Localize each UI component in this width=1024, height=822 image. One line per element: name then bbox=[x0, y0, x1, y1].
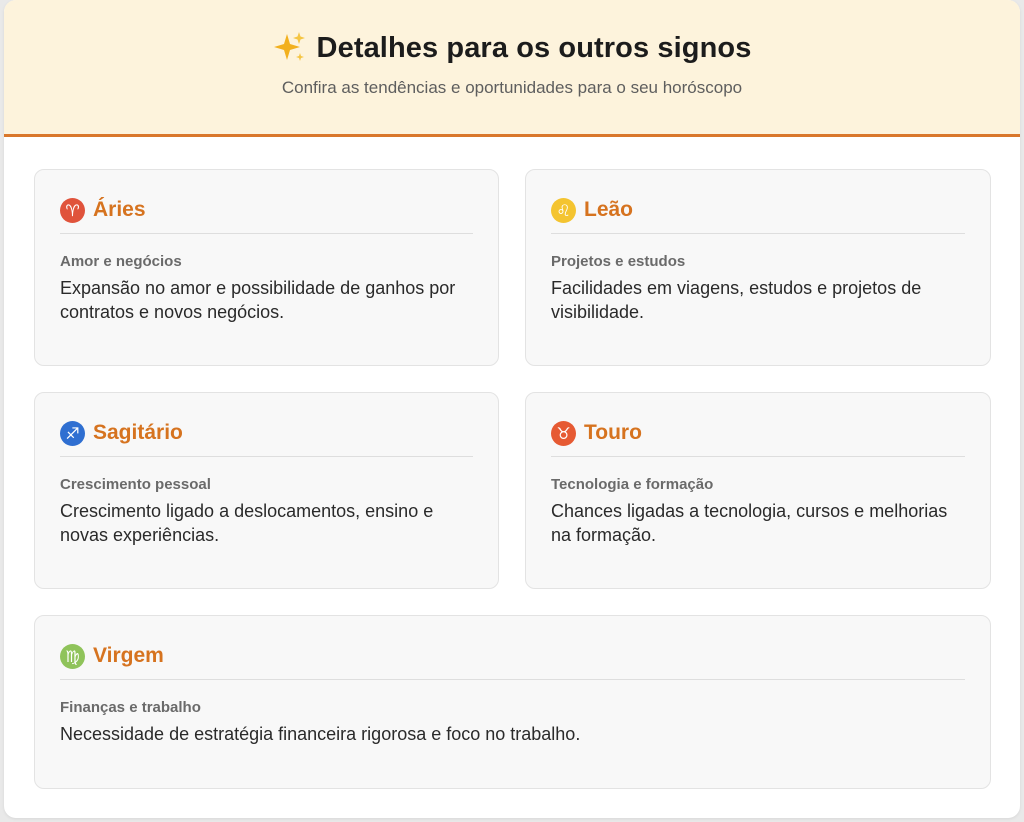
card-category: Tecnologia e formação bbox=[551, 476, 714, 493]
card-description: Chances ligadas a tecnologia, cursos e melhorias na formação. bbox=[551, 501, 948, 545]
page-title: Detalhes para os outros signos bbox=[316, 31, 752, 64]
card-category: Projetos e estudos bbox=[551, 253, 686, 270]
virgo-icon: ♍ bbox=[60, 644, 85, 669]
leo-icon: ♌ bbox=[551, 198, 576, 223]
sign-card-leo bbox=[525, 169, 991, 366]
card-description: Crescimento ligado a deslocamentos, ensino e novas experiências. bbox=[60, 501, 434, 545]
card-category: Amor e negócios bbox=[60, 253, 182, 270]
card-header bbox=[551, 419, 965, 457]
card-description: Facilidades em viagens, estudos e projetos de visibilidade. bbox=[551, 278, 922, 322]
sign-card-aries bbox=[34, 169, 499, 366]
sign-card-taurus bbox=[525, 392, 991, 589]
card-description: Necessidade de estratégia financeira rigorosa e foco no trabalho. bbox=[60, 724, 581, 744]
sign-name: Leão bbox=[584, 198, 634, 221]
card-header bbox=[60, 419, 473, 457]
card-description: Expansão no amor e possibilidade de ganhos por contratos e novos negócios. bbox=[60, 278, 456, 322]
sparkles-icon bbox=[273, 31, 307, 65]
header bbox=[4, 0, 1020, 137]
sign-card-virgo bbox=[34, 615, 991, 789]
horoscope-panel bbox=[4, 0, 1020, 818]
page-subtitle: Confira as tendências e oportunidades para o seu horóscopo bbox=[281, 78, 743, 97]
sign-name: Áries bbox=[93, 198, 146, 221]
title-row bbox=[4, 31, 1020, 65]
card-header bbox=[551, 196, 965, 234]
sign-name: Virgem bbox=[93, 644, 164, 667]
sagittarius-icon: ♐ bbox=[60, 421, 85, 446]
card-header bbox=[60, 196, 473, 234]
aries-icon: ♈ bbox=[60, 198, 85, 223]
card-category: Crescimento pessoal bbox=[60, 476, 211, 493]
sign-card-sagittarius bbox=[34, 392, 499, 589]
card-category: Finanças e trabalho bbox=[60, 699, 201, 716]
taurus-icon: ♉ bbox=[551, 421, 576, 446]
card-header bbox=[60, 642, 965, 680]
sign-name: Touro bbox=[584, 421, 642, 444]
sign-name: Sagitário bbox=[93, 421, 183, 444]
